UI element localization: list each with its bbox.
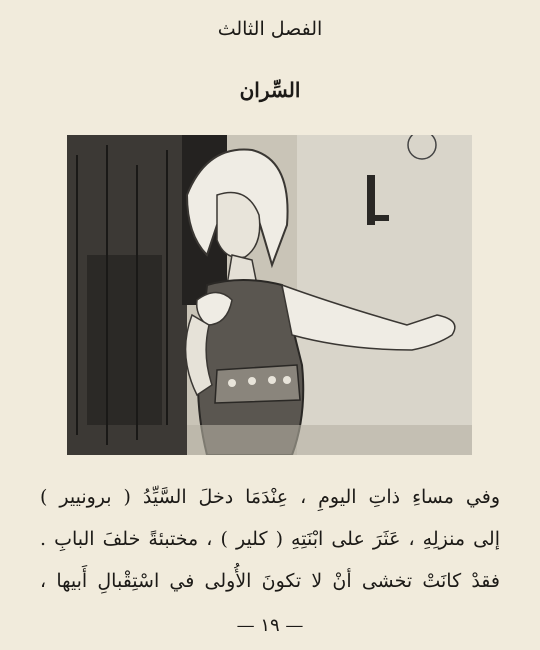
body-line: وفي مساءِ ذاتِ اليومِ ، عِنْدَمَا دخلَ السَّيِّدُ ( برونيير ) bbox=[40, 486, 500, 508]
chapter-heading: الفصل الثالث bbox=[217, 18, 323, 40]
body-line: إلى منزلِهِ ، عَثَرَ على ابْنَتِهِ ( كلير ) ، مختبئةً خلفَ البابِ . bbox=[40, 528, 500, 550]
section-title: السِّران bbox=[239, 78, 301, 102]
girl-by-door-icon bbox=[67, 135, 472, 455]
page-number: — ١٩ — bbox=[236, 615, 304, 636]
illustration bbox=[67, 135, 472, 455]
body-text bbox=[40, 476, 500, 602]
body-line: فقدْ كانَتْ تخشى أنْ لا تكونَ الأُولى في اسْتِقْبالِ أَبيها ، bbox=[40, 570, 500, 592]
